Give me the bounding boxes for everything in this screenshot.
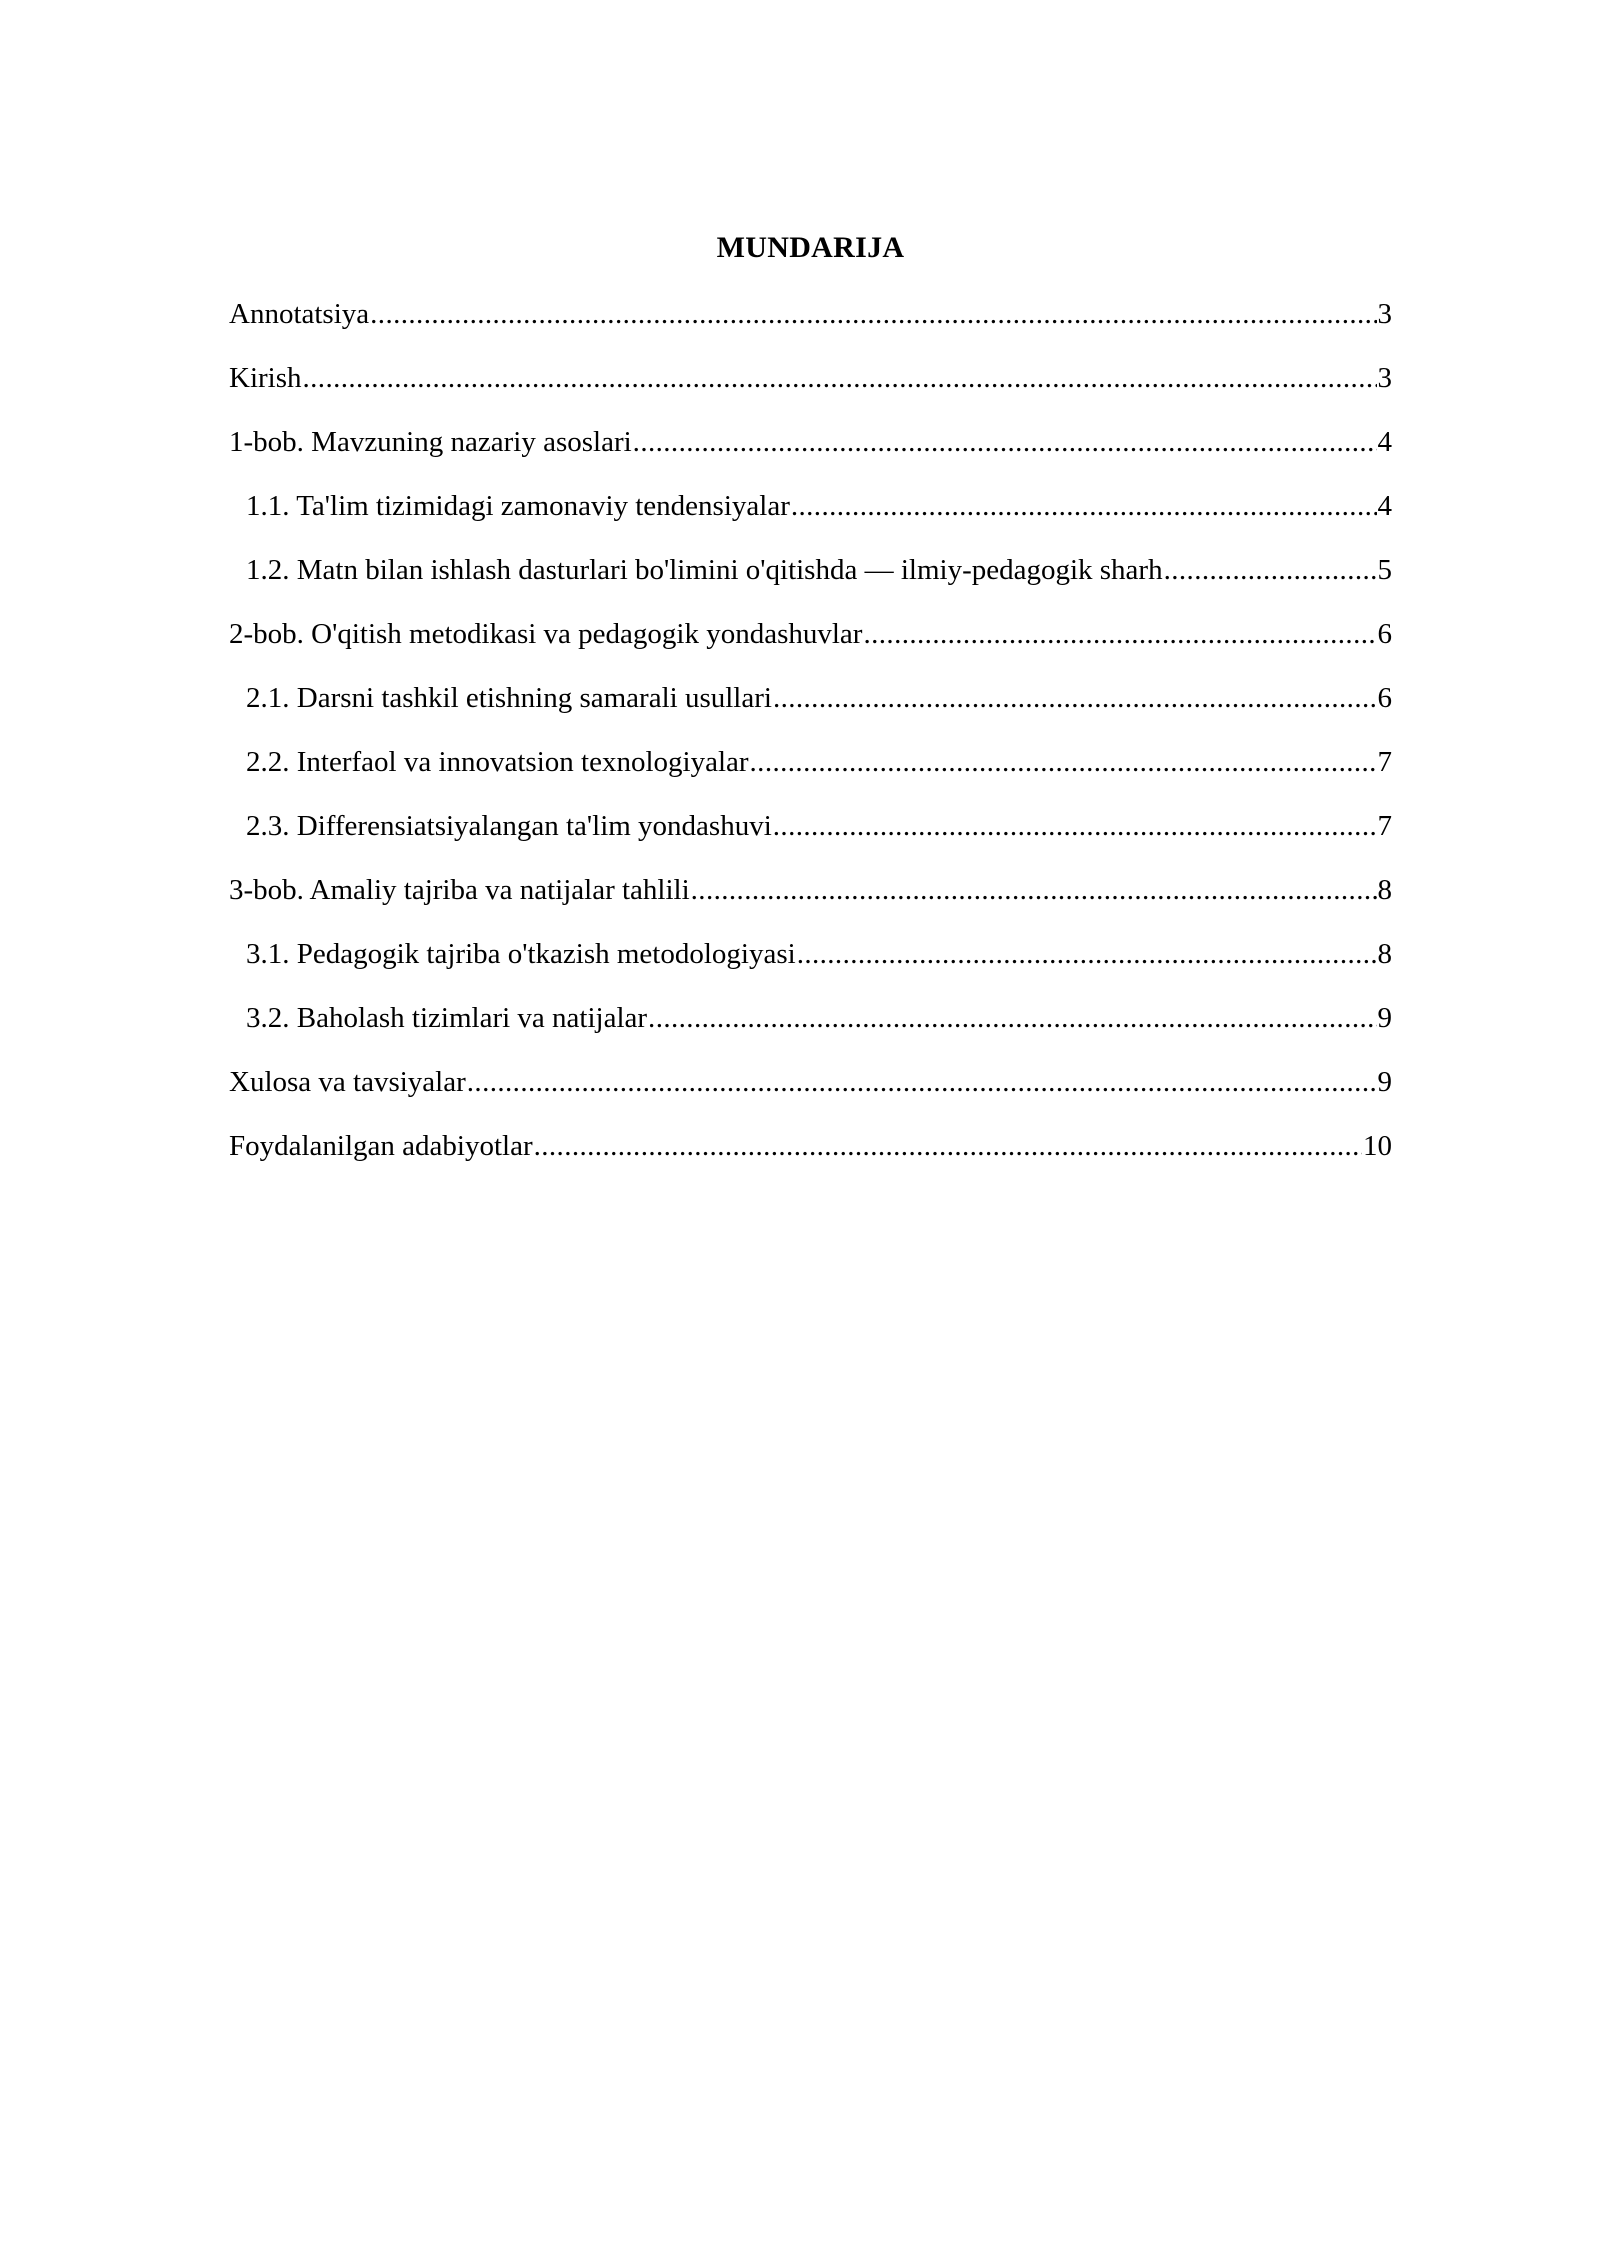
toc-entry-text: 2.1. Darsni tashkil etishning samarali usullari <box>246 682 772 714</box>
dot-leader <box>750 742 1377 782</box>
dot-leader <box>1164 550 1377 590</box>
toc-page-number: 4 <box>1377 426 1392 458</box>
dot-leader <box>370 294 1376 334</box>
toc-page-number: 9 <box>1377 1066 1392 1098</box>
toc-entry-chapter-1[interactable] <box>229 422 1392 486</box>
dot-leader <box>691 870 1377 910</box>
toc-entry-text: 3-bob. Amaliy tajriba va natijalar tahlili <box>229 874 690 906</box>
toc-page-number: 10 <box>1363 1130 1392 1162</box>
dot-leader <box>303 358 1377 398</box>
toc-entry-adabiyotlar[interactable] <box>229 1126 1392 1190</box>
dot-leader <box>797 934 1377 974</box>
toc-page-number: 4 <box>1377 490 1392 522</box>
toc-entry-text: Foydalanilgan adabiyotlar <box>229 1130 533 1162</box>
toc-entry-annotatsiya[interactable] <box>229 294 1392 358</box>
dot-leader <box>534 1126 1362 1166</box>
dot-leader <box>648 998 1376 1038</box>
toc-page-number: 7 <box>1377 746 1392 778</box>
toc-page-number: 6 <box>1377 682 1392 714</box>
dot-leader <box>773 806 1377 846</box>
toc-entry-text: 2.2. Interfaol va innovatsion texnologiyalar <box>246 746 749 778</box>
toc-page-number: 6 <box>1377 618 1392 650</box>
toc-entry-text: Annotatsiya <box>229 298 370 330</box>
toc-entry-text: 1-bob. Mavzuning nazariy asoslari <box>229 426 632 458</box>
dot-leader <box>467 1062 1377 1102</box>
dot-leader <box>773 678 1377 718</box>
toc-page-number: 3 <box>1377 298 1392 330</box>
toc-list <box>229 294 1392 1190</box>
toc-entry-xulosa[interactable] <box>229 1062 1392 1126</box>
toc-entry-section-1-1[interactable] <box>229 486 1392 550</box>
toc-entry-section-1-2[interactable] <box>229 550 1392 614</box>
toc-entry-section-2-3[interactable] <box>229 806 1392 870</box>
toc-entry-text: 1.2. Matn bilan ishlash dasturlari bo'limini o'qitishda — ilmiy-pedagogik sharh <box>246 554 1163 586</box>
toc-entry-section-3-2[interactable] <box>229 998 1392 1062</box>
toc-page-number: 3 <box>1377 362 1392 394</box>
toc-entry-chapter-3[interactable] <box>229 870 1392 934</box>
toc-entry-text: 1.1. Ta'lim tizimidagi zamonaviy tendensiyalar <box>246 490 790 522</box>
toc-entry-kirish[interactable] <box>229 358 1392 422</box>
dot-leader <box>863 614 1376 654</box>
toc-entry-text: 3.1. Pedagogik tajriba o'tkazish metodologiyasi <box>246 938 796 970</box>
toc-entry-chapter-2[interactable] <box>229 614 1392 678</box>
table-of-contents <box>229 228 1392 1190</box>
toc-page-number: 8 <box>1377 874 1392 906</box>
toc-page-number: 9 <box>1377 1002 1392 1034</box>
toc-title: MUNDARIJA <box>716 231 905 264</box>
dot-leader <box>633 422 1377 462</box>
toc-entry-section-3-1[interactable] <box>229 934 1392 998</box>
toc-entry-text: 2.3. Differensiatsiyalangan ta'lim yondashuvi <box>246 810 772 842</box>
toc-page-number: 8 <box>1377 938 1392 970</box>
toc-entry-text: 2-bob. O'qitish metodikasi va pedagogik yondashuvlar <box>229 618 863 650</box>
toc-page-number: 7 <box>1377 810 1392 842</box>
toc-entry-text: Kirish <box>229 362 302 394</box>
toc-entry-section-2-2[interactable] <box>229 742 1392 806</box>
toc-entry-text: Xulosa va tavsiyalar <box>229 1066 466 1098</box>
toc-entry-section-2-1[interactable] <box>229 678 1392 742</box>
dot-leader <box>791 486 1377 526</box>
toc-page-number: 5 <box>1377 554 1392 586</box>
toc-entry-text: 3.2. Baholash tizimlari va natijalar <box>246 1002 648 1034</box>
